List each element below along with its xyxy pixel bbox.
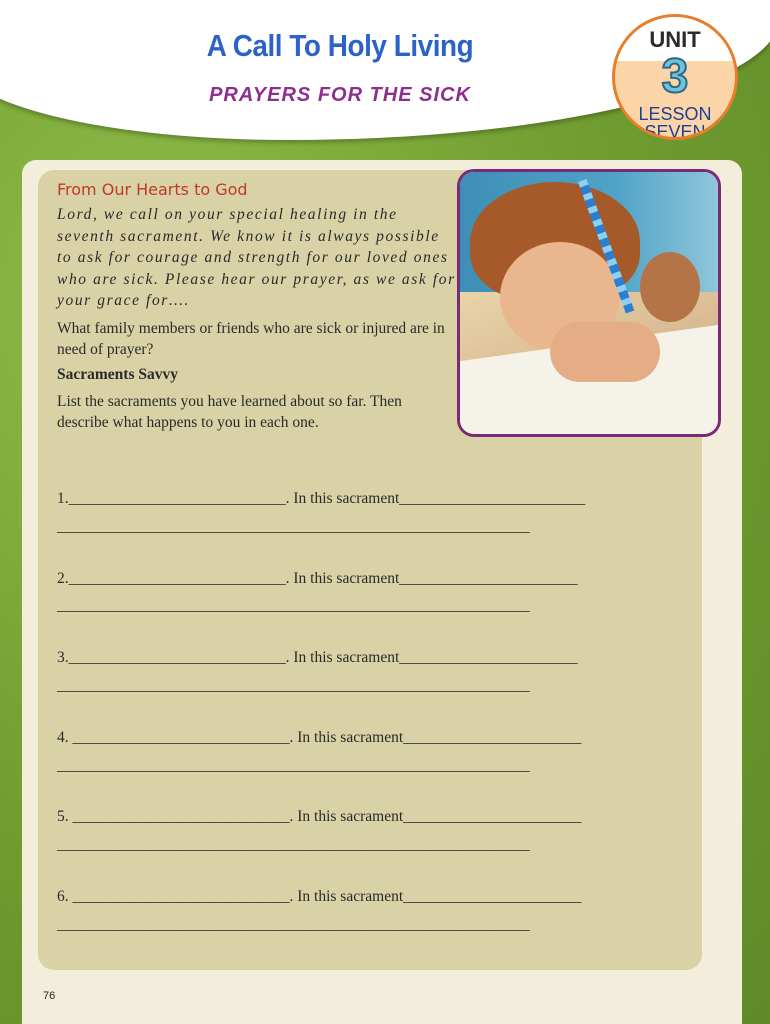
sacrament-row-2[interactable]: 2.____________________________. In this sacrament_______________________ — [57, 570, 578, 587]
badge-lesson-number: SEVEN — [644, 122, 706, 140]
unit-badge — [612, 14, 738, 140]
question-text: What family members or friends who are sick or injured are in need of prayer? — [57, 320, 445, 358]
section-heading: From Our Hearts to God — [57, 180, 248, 199]
sacrament-row-1-line[interactable]: _____________________________________________________________ — [57, 518, 530, 535]
sacrament-row-1[interactable]: 1.____________________________. In this sacrament________________________ — [57, 490, 586, 507]
badge-lesson-label: LESSON — [638, 104, 712, 124]
badge-unit-label: UNIT — [649, 27, 701, 52]
badge-unit-number: 3 — [661, 50, 689, 103]
prayer-text: Lord, we call on your special healing in the seventh sacrament. We know it is always possible to ask for courage and strength for our loved ones who are sick. Please hear our prayer, as we ask for your grace for…. — [57, 206, 456, 309]
sacrament-row-6[interactable]: 6. ____________________________. In this sacrament_______________________ — [57, 888, 582, 905]
sacrament-row-5-line[interactable]: _____________________________________________________________ — [57, 836, 530, 853]
sacrament-row-3-line[interactable]: _____________________________________________________________ — [57, 677, 530, 694]
children-writing-photo — [460, 172, 718, 434]
page-number: 76 — [43, 990, 56, 1002]
savvy-heading: Sacraments Savvy — [57, 366, 178, 383]
page-subtitle: PRAYERS FOR THE SICK — [209, 84, 471, 106]
sacrament-row-4[interactable]: 4. ____________________________. In this sacrament_______________________ — [57, 729, 582, 746]
page-title: A Call To Holy Living — [206, 28, 474, 63]
savvy-instructions: List the sacraments you have learned about so far. Then describe what happens to you in each one. — [57, 393, 402, 431]
sacrament-row-5[interactable]: 5. ____________________________. In this sacrament_______________________ — [57, 808, 582, 825]
sacrament-row-6-line[interactable]: _____________________________________________________________ — [57, 916, 530, 933]
sacrament-row-3[interactable]: 3.____________________________. In this sacrament_______________________ — [57, 649, 578, 666]
sacrament-row-2-line[interactable]: _____________________________________________________________ — [57, 597, 530, 614]
sacrament-row-4-line[interactable]: _____________________________________________________________ — [57, 757, 530, 774]
